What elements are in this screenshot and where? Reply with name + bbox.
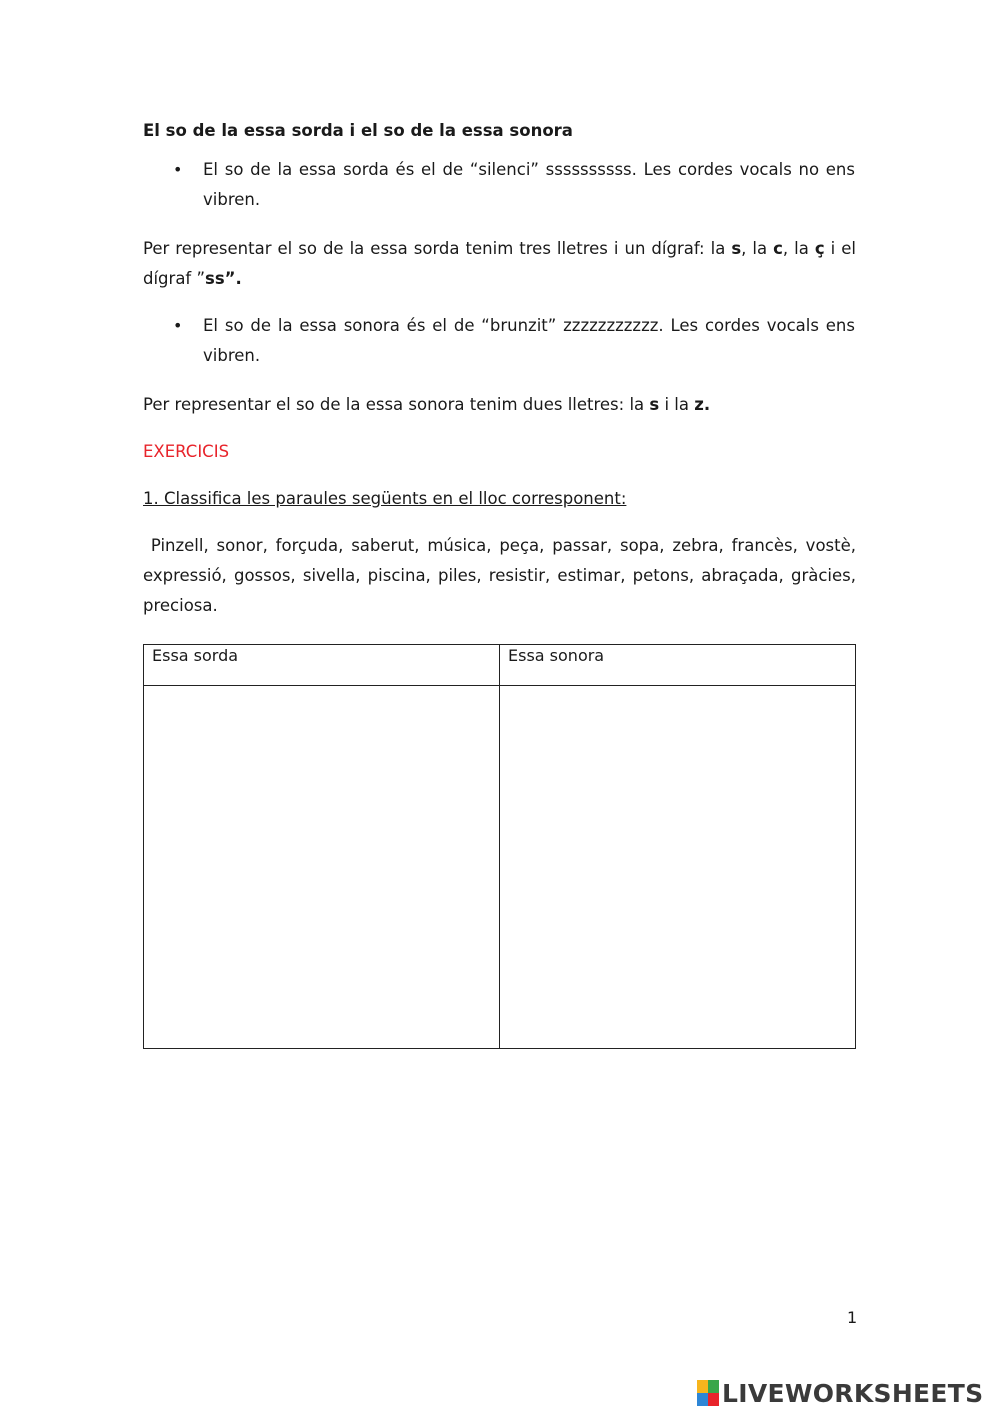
page-number: 1	[847, 1308, 858, 1327]
bullet-marker: •	[173, 316, 183, 335]
paragraph-essa-sorda	[143, 234, 856, 294]
exercicis-label: EXERCICIS	[143, 442, 230, 461]
word-list: Pinzell, sonor, forçuda, saberut, música, peça, passar, sopa, zebra, francès, vostè, expressió, gossos, sivella, piscina, piles, resistir, estimar, petons, abraçada, gràcies, preciosa.	[143, 536, 862, 615]
logo-square-green	[708, 1380, 719, 1393]
liveworksheets-logo-icon	[697, 1380, 719, 1406]
table-answer-row	[144, 686, 856, 1049]
logo-square-yellow	[697, 1380, 708, 1393]
paragraph-text: , la	[782, 239, 815, 258]
liveworksheets-logo	[697, 1378, 983, 1408]
page-title: El so de la essa sorda i el so de la essa sonora	[143, 121, 573, 140]
answer-cell-essa-sorda[interactable]	[144, 686, 500, 1049]
exercise-1-heading: 1. Classifica les paraules següents en el lloc corresponent:	[143, 489, 627, 508]
logo-text: LIVEWORKSHEETS	[722, 1378, 984, 1408]
paragraph-text: i la	[659, 395, 695, 414]
logo-square-red	[708, 1393, 719, 1406]
bullet-item-essa-sorda	[143, 155, 856, 215]
paragraph-text: Per representar el so de la essa sorda tenim tres lletres i un dígraf: la	[143, 239, 732, 258]
bullet-marker: •	[173, 160, 183, 179]
worksheet-page	[143, 0, 862, 1413]
paragraph-essa-sonora	[143, 390, 710, 420]
classification-table	[143, 644, 856, 1049]
answer-cell-essa-sonora[interactable]	[500, 686, 856, 1049]
paragraph-text: , la	[741, 239, 774, 258]
table-header-row	[144, 645, 856, 686]
bold-letter-z: z.	[694, 395, 711, 414]
bold-letter-c: c	[773, 239, 783, 258]
bullet-text: El so de la essa sorda és el de “silenci” ssssssssss. Les cordes vocals no ens vibren.	[203, 160, 855, 209]
paragraph-text: Per representar el so de la essa sonora tenim dues lletres: la	[143, 395, 650, 414]
bullet-item-essa-sonora	[143, 311, 856, 371]
bold-letter-c-cedilla: ç	[814, 239, 825, 258]
bullet-text: El so de la essa sonora és el de “brunzit” zzzzzzzzzzz. Les cordes vocals ens vibren.	[203, 316, 855, 365]
logo-square-blue	[697, 1393, 708, 1406]
bold-digraph-ss: ss”.	[205, 269, 242, 288]
bold-letter-s: s	[731, 239, 742, 258]
column-header-essa-sonora: Essa sonora	[500, 645, 856, 686]
column-header-essa-sorda: Essa sorda	[144, 645, 500, 686]
bold-letter-s: s	[649, 395, 660, 414]
paragraph-text: i el dígraf ”	[143, 239, 856, 288]
